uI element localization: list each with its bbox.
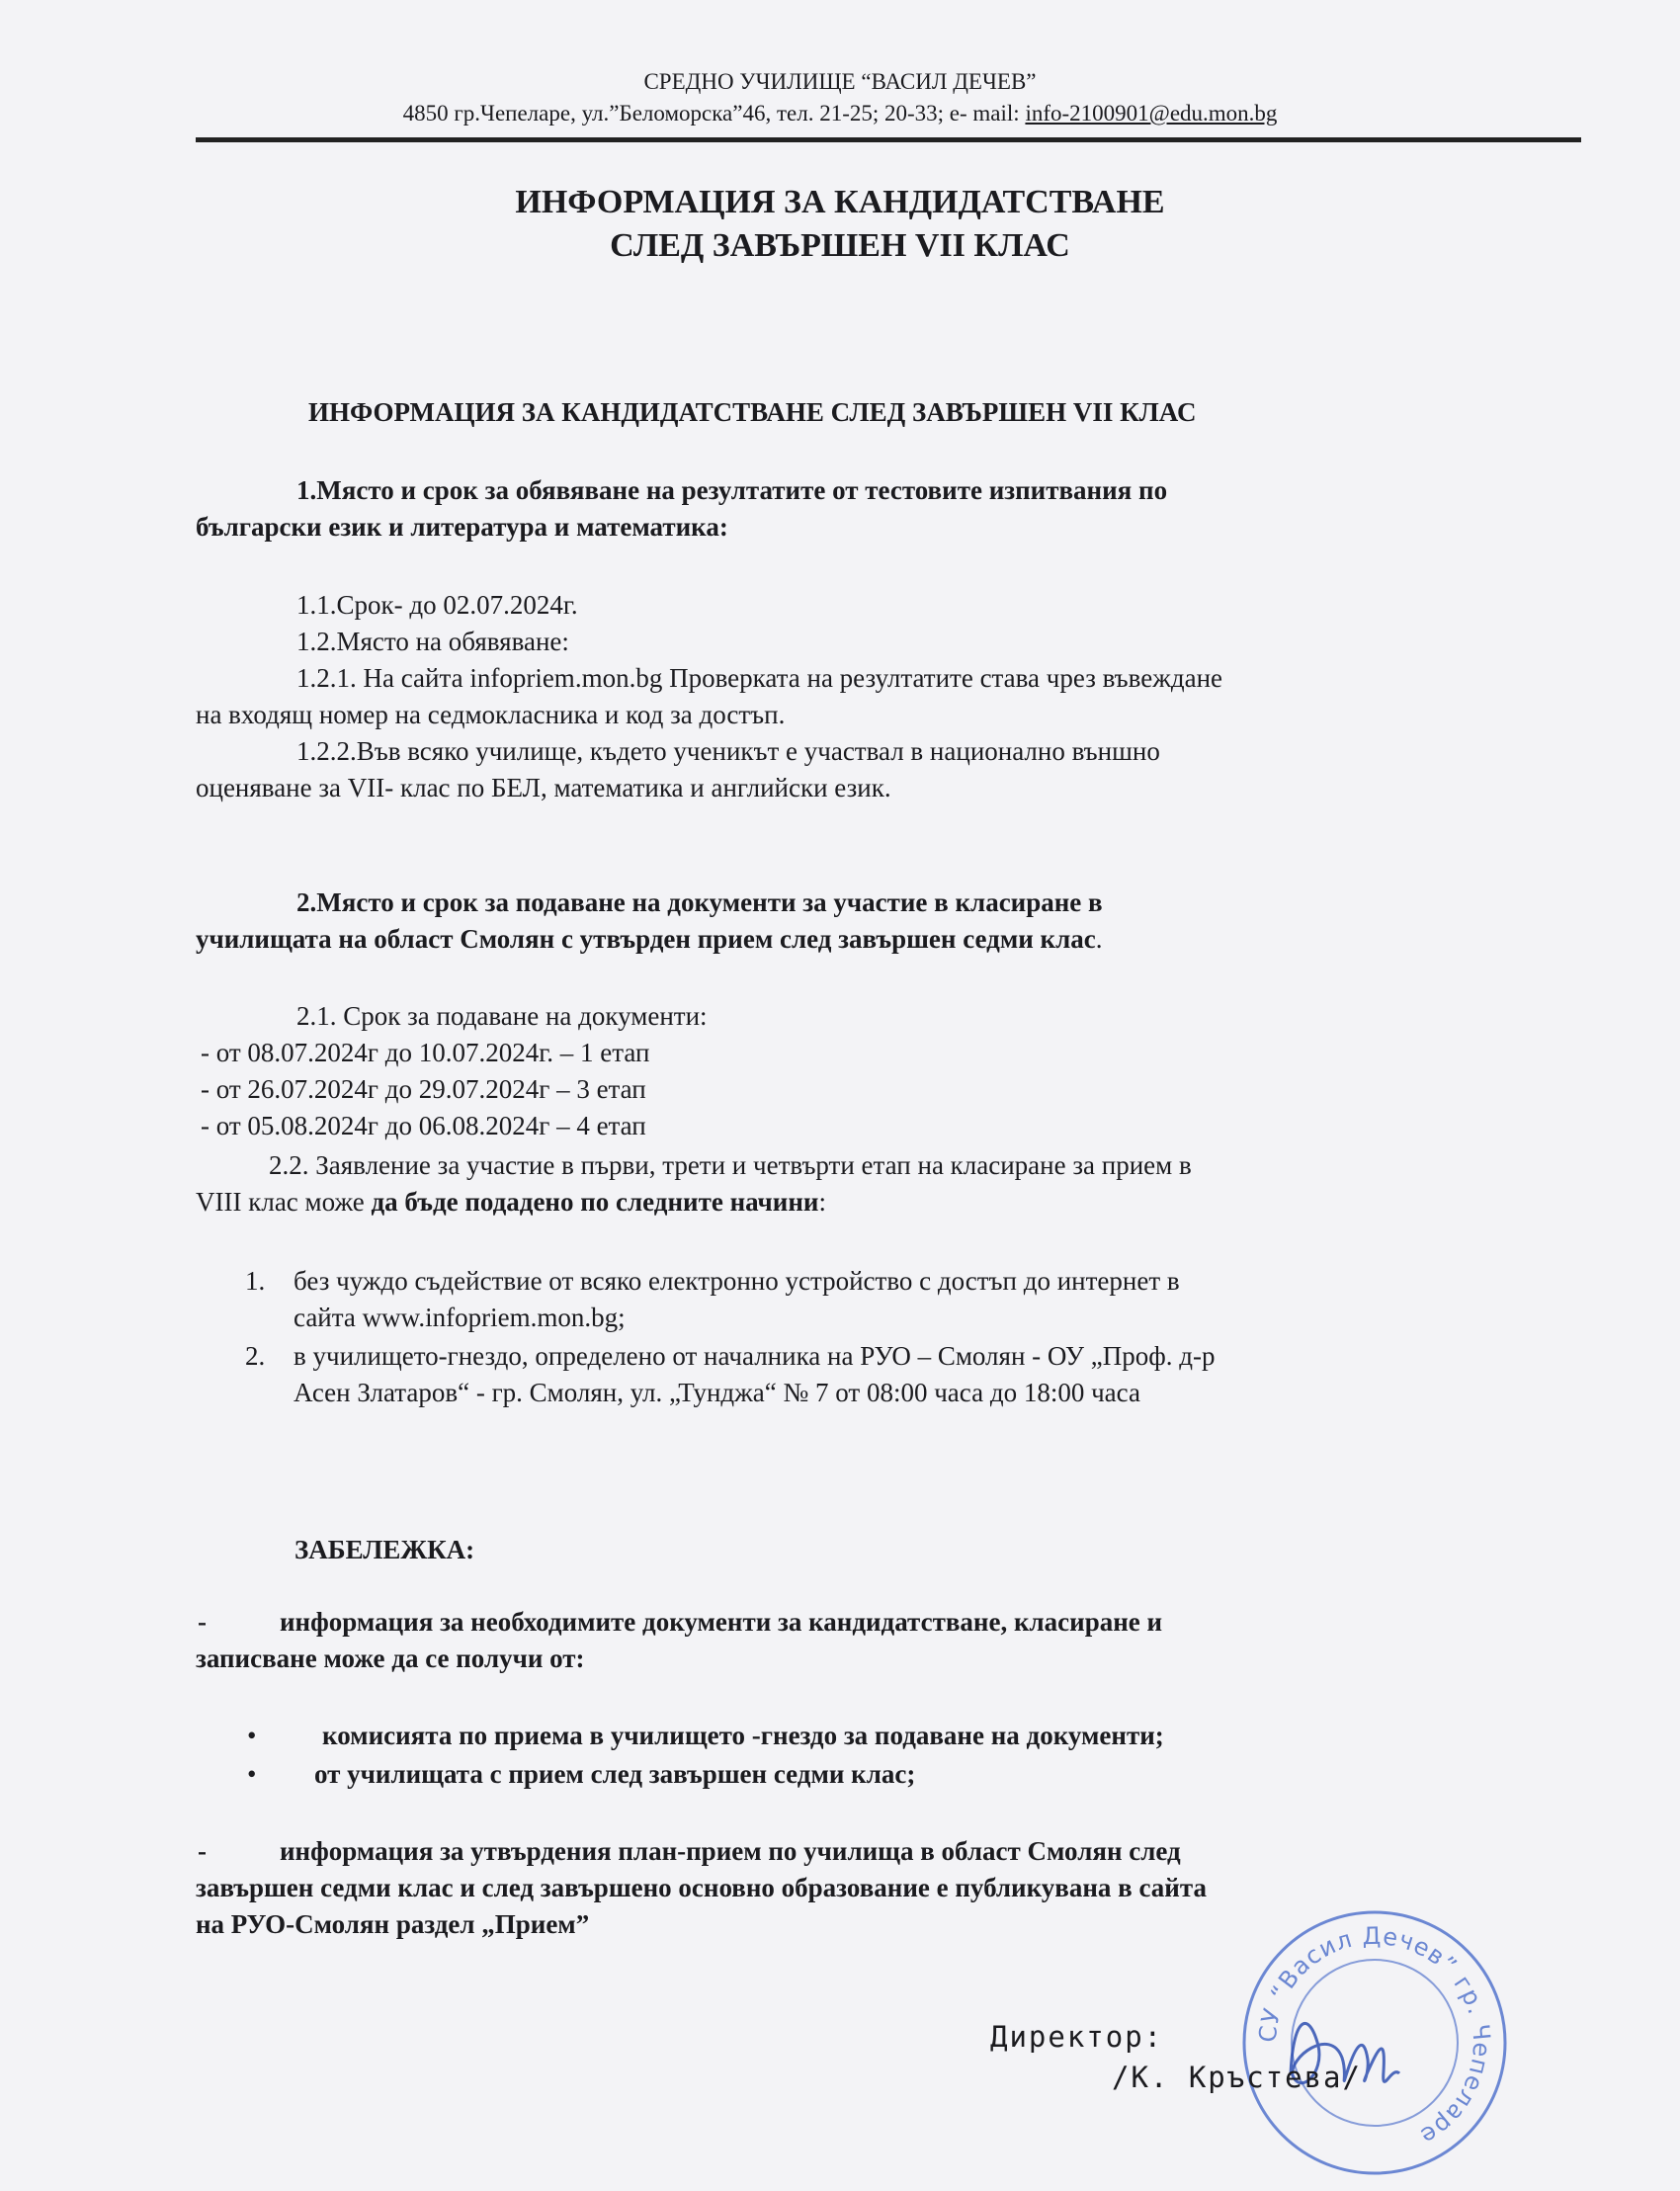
bullet-1-text: комисията по приема в училището -гнездо за подаване на документи;: [322, 1721, 1164, 1750]
way-1-line2: сайта www.infopriem.mon.bg;: [294, 1303, 626, 1332]
bullet-2-text: от училищата с прием след завършен седми клас;: [314, 1759, 916, 1789]
way-2-line1: в училището-гнездо, определено от началника на РУО – Смолян - ОУ „Проф. д-р: [294, 1341, 1216, 1371]
item-2-2-line2-b: да бъде подадено по следните начини: [371, 1187, 819, 1217]
item-2-2-line2-c: :: [818, 1187, 826, 1217]
way-1-number: 1.: [245, 1266, 266, 1296]
bullet-1-marker: •: [247, 1721, 257, 1750]
bullet-2-marker: •: [247, 1759, 257, 1789]
note-item2-line3: на РУО-Смолян раздел „Прием”: [196, 1909, 590, 1939]
address-text: 4850 гр.Чепеларе, ул.”Беломорска”46, тел. 21-25; 20-33; е- mail:: [402, 101, 1026, 126]
stamp-graphic: [1231, 1899, 1518, 2186]
item-1-2-2-line2: оценяване за VII- клас по БЕЛ, математика и английски език.: [196, 773, 891, 802]
email-link[interactable]: info-2100901@edu.mon.bg: [1025, 101, 1278, 126]
title-line2: СЛЕД ЗАВЪРШЕН VII КЛАС: [610, 227, 1070, 264]
section2-heading-line1: 2.Място и срок за подаване на документи за участие в класиране в: [296, 887, 1103, 917]
item-1-2-2-line1: 1.2.2.Във всяко училище, където ученикът е участвал в национално външно: [296, 736, 1160, 766]
section1-heading-line2: български език и литература и математика:: [196, 512, 728, 542]
director-label: Директор:: [990, 2020, 1164, 2054]
title-line1: ИНФОРМАЦИЯ ЗА КАНДИДАТСТВАНЕ: [515, 184, 1165, 220]
period-2: - от 26.07.2024г до 29.07.2024г – 3 етап: [201, 1074, 646, 1104]
section2-heading-bold: училищата на област Смолян с утвърден прием след завършен седми клас: [196, 924, 1096, 954]
director-name: /К. Кръстева/: [1112, 2061, 1362, 2094]
school-address: [0, 101, 1680, 126]
item-2-2-line1: 2.2. Заявление за участие в първи, трети и четвърти етап на класиране за прием в: [269, 1150, 1192, 1180]
subtitle: ИНФОРМАЦИЯ ЗА КАНДИДАТСТВАНЕ СЛЕД ЗАВЪРШЕН VII КЛАС: [308, 397, 1197, 427]
note-dash-2: -: [198, 1836, 207, 1866]
note-item1-line2: записване може да се получи от:: [196, 1643, 585, 1673]
school-name: СРЕДНО УЧИЛИЩЕ “ВАСИЛ ДЕЧЕВ”: [643, 69, 1037, 94]
note-item2-line1: информация за утвърдения план-прием по училища в област Смолян след: [280, 1836, 1181, 1866]
way-2-number: 2.: [245, 1341, 266, 1371]
period-3: - от 05.08.2024г до 06.08.2024г – 4 етап: [201, 1111, 646, 1140]
way-2-line2: Асен Златаров“ - гр. Смолян, ул. „Тунджа“ № 7 от 08:00 часа до 18:00 часа: [294, 1378, 1140, 1407]
section2-heading-line2: [196, 924, 1102, 955]
section2-heading-end: .: [1095, 924, 1103, 954]
item-1-1: 1.1.Срок- до 02.07.2024г.: [296, 590, 578, 620]
item-2-1: 2.1. Срок за подаване на документи:: [296, 1001, 708, 1031]
way-1-line1: без чуждо съдействие от всяко електронно устройство с достъп до интернет в: [294, 1266, 1180, 1296]
note-dash-1: -: [198, 1607, 207, 1637]
period-1: - от 08.07.2024г до 10.07.2024г. – 1 етап: [201, 1038, 650, 1067]
item-1-2: 1.2.Място на обявяване:: [296, 627, 569, 656]
note-item2-line2: завършен седми клас и след завършено основно образование е публикувана в сайта: [196, 1873, 1207, 1902]
school-stamp: [1231, 1899, 1518, 2186]
svg-text:СУ “Васил Дечев” гр. Чепеларе: [1254, 1922, 1496, 2150]
note-item1-line1: информация за необходимите документи за кандидатстване, класиране и: [280, 1607, 1163, 1637]
note-label: ЗАБЕЛЕЖКА:: [294, 1535, 475, 1564]
item-2-2-line2-a: VIII клас може: [196, 1187, 372, 1217]
section1-heading-line1: 1.Място и срок за обявяване на резултатите от тестовите изпитвания по: [296, 475, 1168, 505]
header-rule: [196, 137, 1581, 142]
item-1-2-1-line1: 1.2.1. На сайта infopriem.mon.bg Проверката на резултатите става чрез въвеждане: [296, 663, 1223, 693]
item-2-2-line2: [196, 1187, 826, 1218]
item-1-2-1-line2: на входящ номер на седмокласника и код за достъп.: [196, 700, 786, 729]
stamp-text: СУ “Васил Дечев” гр. Чепеларе: [1253, 1921, 1496, 2151]
